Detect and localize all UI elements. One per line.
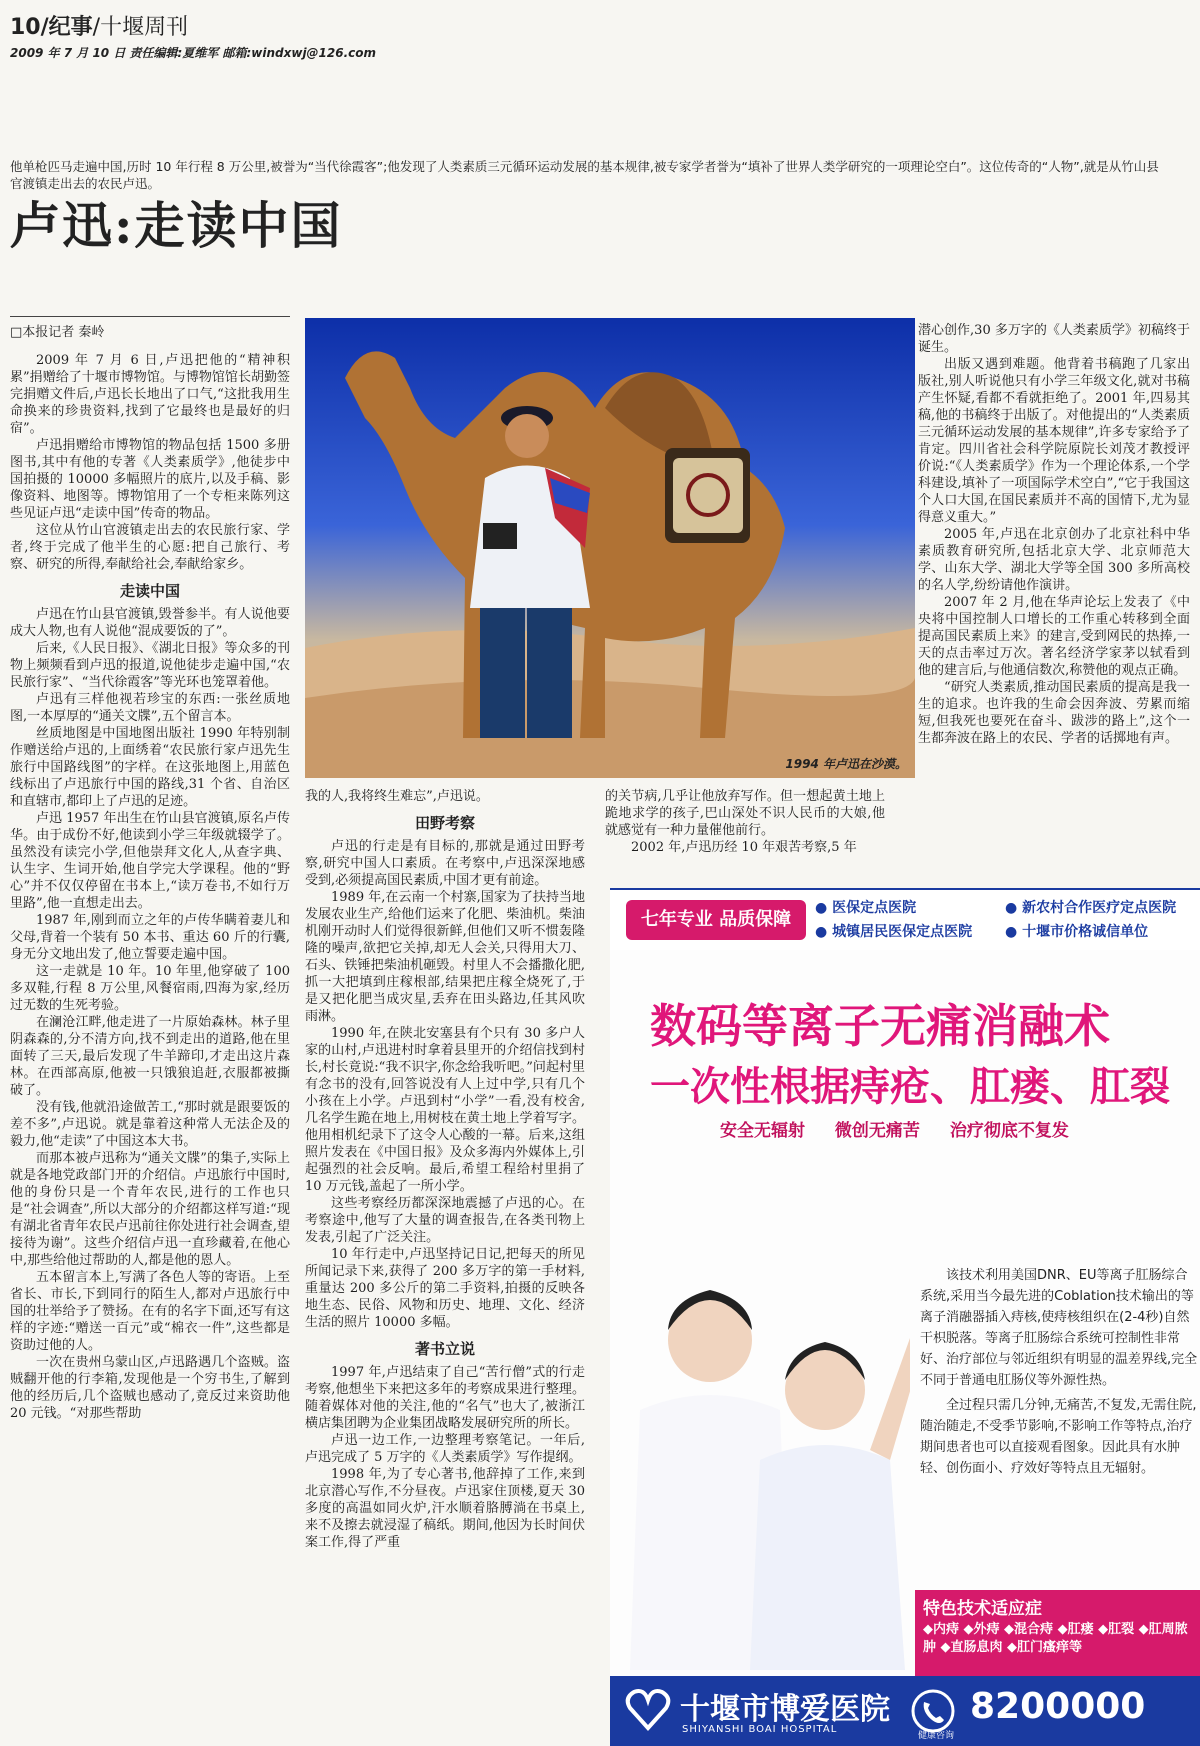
paragraph: 在澜沧江畔,他走进了一片原始森林。林子里阴森森的,分不清方向,找不到走出的道路,他在里面转了三天,最后发现了牛羊蹄印,才走出这片森林。在西部高原,他被一只饿狼追赶,衣服都被撕破了。 — [10, 1015, 290, 1098]
article-column-2 — [305, 788, 585, 1738]
article-column-4 — [918, 322, 1190, 782]
paragraph: 卢迅在竹山县官渡镇,毁誉参半。有人说他要成大人物,也有人说他“混成要饭的了”。 — [10, 607, 290, 639]
paragraph: 2007 年 2 月,他在华声论坛上发表了《中央将中国控制人口增长的工作重心转移到全面提高国民素质上来》的建言,受到网民的热捧,一天的点击率过万次。著名经济学家茅以轼看到他的建言后,与他通信数次,称赞他的观点正确。 — [918, 595, 1190, 678]
page-header — [10, 10, 188, 41]
page-number: 10/ — [10, 15, 49, 40]
paragraph: 一次在贵州乌蒙山区,卢迅路遇几个盗贼。盗贼翻开他的行李箱,发现他是一个穷书生,了解到他的经历后,几个盗贼也感动了,竟反过来资助他 20 元钱。“对那些帮助 — [10, 1355, 290, 1421]
byline: □本报记者 秦岭 — [10, 316, 290, 340]
paragraph: 后来,《人民日报》、《湖北日报》等众多的刊物上频频看到卢迅的报道,说他徒步走遍中国,“农民旅行家”、“当代徐霞客”等光环也笼罩着他。 — [10, 641, 290, 690]
ad-top-bar — [610, 890, 1200, 950]
paragraph: 卢迅的行走是有目标的,那就是通过田野考察,研究中国人口素质。在考察中,卢迅深深地感受到,必须提高国民素质,中国才更有前途。 — [305, 839, 585, 888]
ad-subtitle: 一次性根据痔疮、肛瘘、肛裂 — [650, 1064, 1170, 1110]
paragraph: 2005 年,卢迅在北京创办了北京社科中华素质教育研究所,包括北京大学、北京师范大学、山东大学、湖北大学等全国 300 多所高校的名人学,纷纷请他作演讲。 — [918, 527, 1190, 593]
subheading: 田野考察 — [414, 814, 475, 832]
paragraph: 出版又遇到难题。他背着书稿跑了几家出版社,别人听说他只有小学三年级文化,就对书稿产生怀疑,看都不看就拒绝了。2001 年,四易其稿,他的书稿终于出版了。对他提出的“人类素质三元循环运动发展的基本规律”,许多专家给予了肯定。四川省社会科学院原院长刘茂才教授评价说:“《人类素质学》作为一个理论体系,一个学科建设,填补了一项国际学术空白”,“它于我国这个人口大国,在国民素质并不高的国情下,尤为显得意义重大。” — [918, 357, 1190, 525]
paragraph: 这一走就是 10 年。10 年里,他穿破了 100 多双鞋,行程 8 万公里,风餐宿雨,四海为家,经历过无数的生死考验。 — [10, 964, 290, 1013]
hospital-name-en: SHIYANSHI BOAI HOSPITAL — [682, 1724, 838, 1735]
header-separator: / — [92, 15, 101, 40]
paragraph: 1987 年,刚到而立之年的卢传华瞒着妻儿和父母,背着一个装有 50 本书、重达 60 斤的行囊,身无分文地出发了,他立誓要走遍中国。 — [10, 913, 290, 962]
paragraph: 的关节病,几乎让他放弃写作。但一想起黄土地上跪地求学的孩子,巴山深处不识人民币的大娘,他就感觉有一种力量催他前行。 — [605, 789, 885, 838]
ad-features: 安全无辐射 微创无痛苦 治疗彻底不复发 — [720, 1121, 1069, 1141]
paragraph: 1997 年,卢迅结束了自己“苦行僧”式的行走考察,他想坐下来把这多年的考察成果进行整理。随着媒体对他的关注,他的“名气”也大了,被浙江横店集团聘为企业集团战略发展研究所的所长。 — [305, 1365, 585, 1431]
ad-footer — [610, 1676, 1200, 1746]
paragraph: 2009 年 7 月 6 日,卢迅把他的“精神积累”捐赠给了十堰市博物馆。与博物馆馆长胡勤签完捐赠文件后,卢迅长长地出了口气,“这批我用生命换来的珍贵资料,找到了它最终也是最好的归宿”。 — [10, 353, 290, 436]
paragraph: 1998 年,为了专心著书,他辞掉了工作,来到北京潜心写作,不分昼夜。卢迅家住顶楼,夏天 30 多度的高温如同火炉,汗水顺着胳膊淌在书桌上,来不及擦去就浸湿了稿纸。期间,他因为长时间伏案工作,得了严重 — [305, 1467, 585, 1550]
paragraph: 而那本被卢迅称为“通关文牒”的集子,实际上就是各地党政部门开的介绍信。卢迅旅行中国时,他的身份只是一个青年农民,进行的工作也只是“社会调查”,所以大部分的介绍都这样写道:“现有湖北省青年农民卢迅前往你处进行社会调查,望接待为谢”。这些介绍信卢迅一直珍藏着,在他心中,那些给他过帮助的人,都是他的恩人。 — [10, 1151, 290, 1268]
hospital-advertisement — [610, 888, 1200, 1746]
heart-logo-icon — [624, 1686, 672, 1734]
phone-number: 8200000 — [970, 1686, 1146, 1727]
ad-tag: ● 十堰市价格诚信单位 — [1005, 924, 1149, 940]
paragraph: 卢迅一边工作,一边整理考察笔记。一年后,卢迅完成了 5 万字的《人类素质学》写作提纲。 — [305, 1433, 585, 1465]
ad-paragraph: 该技术利用美国DNR、EU等离子肛肠综合系统,采用当今最先进的Coblation技术输出的等离子消融器插入痔核,使痔核组织在(2-4秒)自然干枳脱落。等离子肛肠综合系统可控制性非常好、治疗部位与邻近组织有明显的温差界线,完全不同于普通电肛肠仪等外源性热。 — [920, 1268, 1198, 1388]
camel-photo — [305, 318, 915, 778]
header-meta: 2009 年 7 月 10 日 责任编辑:夏维军 邮箱:windxwj@126.com — [10, 46, 377, 60]
ad-models-illustration — [620, 1190, 910, 1670]
paragraph: 2002 年,卢迅历经 10 年艰苦考察,5 年 — [631, 840, 857, 855]
ad-paragraph: 全过程只需几分钟,无痛苦,不复发,无需住院,随治随走,不受季节影响,不影响工作等特点,治疗期间患者也可以直接观看图象。因此具有水肿轻、创伤面小、疗效好等特点且无辐射。 — [920, 1398, 1197, 1476]
paragraph: 10 年行走中,卢迅坚持记日记,把每天的所见所闻记录下来,获得了 200 多万字的第一手材料,重量达 200 多公斤的第二手资料,拍摄的反映各地生态、民俗、风物和历史、地理、文化、经济生活的照片 10000 多幅。 — [305, 1247, 585, 1330]
subheading: 走读中国 — [119, 582, 180, 600]
paragraph: 丝质地图是中国地图出版社 1990 年特别制作赠送给卢迅的,上面绣着“农民旅行家卢迅先生旅行中国路线图”的字样。在这张地图上,用蓝色线标出了卢迅旅行中国的路线,31 个省、自治区和直辖市,都印上了卢迅的足迹。 — [10, 726, 290, 809]
lead-paragraph: 他单枪匹马走遍中国,历时 10 年行程 8 万公里,被誉为“当代徐霞客”;他发现了人类素质三元循环运动发展的基本规律,被专家学者誉为“填补了世界人类学研究的一项理论空白”。这位传奇的“人物”,就是从竹山县官渡镇走出去的农民卢迅。 — [10, 159, 1159, 191]
ad-specialties-box — [915, 1590, 1200, 1676]
paragraph: 卢迅捐赠给市博物馆的物品包括 1500 多册图书,其中有他的专著《人类素质学》,他徒步中国拍摄的 10000 多幅照片的底片,以及手稿、影像资料、地图等。博物馆用了一个专柜来陈列这些见证卢迅“走读中国”传奇的物品。 — [10, 438, 290, 521]
photo-illustration — [305, 318, 915, 778]
hospital-name: 十堰市博爱医院 — [680, 1692, 890, 1727]
paragraph: 这些考察经历都深深地震撼了卢迅的心。在考察途中,他写了大量的调查报告,在各类刊物上发表,引起了广泛关注。 — [305, 1196, 585, 1245]
ad-tag: ● 医保定点医院 — [815, 900, 917, 916]
paragraph: 1989 年,在云南一个村寨,国家为了扶持当地发展农业生产,给他们运来了化肥、柴油机。柴油机刚开动时人们觉得很新鲜,但他们又听不惯轰隆隆的噪声,欲把它关掉,却无人会关,只得用大刀、石头、铁锤把柴油机砸毁。村里人不会播撒化肥,抓一大把填到庄稼根部,结果把庄稼全烧死了,于是又把化肥当成灾星,丢弃在田头路边,任其风吹雨淋。 — [305, 890, 585, 1024]
ad-badge: 七年专业 品质保障 — [626, 900, 806, 940]
paragraph: 卢迅 1957 年出生在竹山县官渡镇,原名卢传华。由于成份不好,他读到小学三年级就辍学了。虽然没有读完小学,但他崇拜文化人,从查字典、认生字、生词开始,他自学完大学课程。他的“野心”并不仅仅停留在书本上,“读万卷书,不如行万里路”,他一直想走出去。 — [10, 811, 290, 911]
paragraph: “研究人类素质,推动国民素质的提高是我一生的追求。也许我的生命会因奔波、劳累而缩短,但我死也要死在奋斗、跋涉的路上”,这个一生都奔波在路上的农民、学者的话掷地有声。 — [918, 680, 1190, 746]
ad-title: 数码等离子无痛消融术 — [650, 999, 1110, 1053]
ad-description — [920, 1265, 1200, 1483]
paragraph: 五本留言本上,写满了各色人等的寄语。上至省长、市长,下到同行的陌生人,都对卢迅旅行中国的壮举给予了赞扬。在有的名字下面,还写有这样的字迹:“赠送一百元”或“棉衣一件”,这些都是资助过他的人。 — [10, 1270, 290, 1353]
paper-name: 十堰周刊 — [100, 15, 189, 40]
paragraph: 1990 年,在陕北安塞县有个只有 30 多户人家的山村,卢迅进村时拿着县里开的介绍信找到村长,村长竟说:“我不识字,你念给我听吧。”问起村里有念书的没有,回答说没有人上过中学,只有几个小孩在上小学。卢迅到村“小学”一看,没有校舍,几名学生跪在地上,用树枝在黄土地上学着写字。他用相机纪录下了这令人心酸的一幕。后来,这组照片发表在《中国日报》及众多海内外媒体上,引起强烈的社会反响。最后,希望工程给村里捐了 10 万元钱,盖起了一所小学。 — [305, 1026, 585, 1194]
paragraph: 潜心创作,30 多万字的《人类素质学》初稿终于诞生。 — [918, 323, 1190, 355]
ad-specialties-list: ◆内痔 ◆外痔 ◆混合痔 ◆肛瘘 ◆肛裂 ◆肛周脓肿 ◆直肠息肉 ◆肛门瘙痒等 — [923, 1622, 1188, 1655]
section-name: 纪事 — [48, 15, 93, 40]
ad-specialties-title: 特色技术适应症 — [923, 1599, 1042, 1619]
ad-tag: ● 城镇居民医保定点医院 — [815, 924, 973, 940]
article-column-1 — [10, 352, 290, 1737]
ad-tags — [815, 896, 1200, 944]
paragraph: 卢迅有三样他视若珍宝的东西:一张丝质地图,一本厚厚的“通关文牒”,五个留言本。 — [10, 692, 290, 724]
subheading: 著书立说 — [414, 1340, 475, 1358]
article-column-3 — [605, 788, 885, 858]
paragraph: 没有钱,他就沿途做苦工,“那时就是跟要饭的差不多”,卢迅说。就是靠着这种常人无法企及的毅力,他“走读”了中国这本大书。 — [10, 1100, 290, 1149]
photo-caption: 1994 年卢迅在沙漠。 — [785, 757, 907, 771]
paragraph: 这位从竹山官渡镇走出去的农民旅行家、学者,终于完成了他半生的心愿:把自己旅行、考察、研究的所得,奉献给社会,奉献给家乡。 — [10, 523, 290, 572]
paragraph: 我的人,我将终生难忘”,卢迅说。 — [305, 789, 489, 804]
ad-tag: ● 新农村合作医疗定点医院 — [1005, 900, 1177, 916]
headline: 卢迅:走读中国 — [10, 196, 343, 255]
phone-label: 健康咨询 — [918, 1731, 955, 1741]
